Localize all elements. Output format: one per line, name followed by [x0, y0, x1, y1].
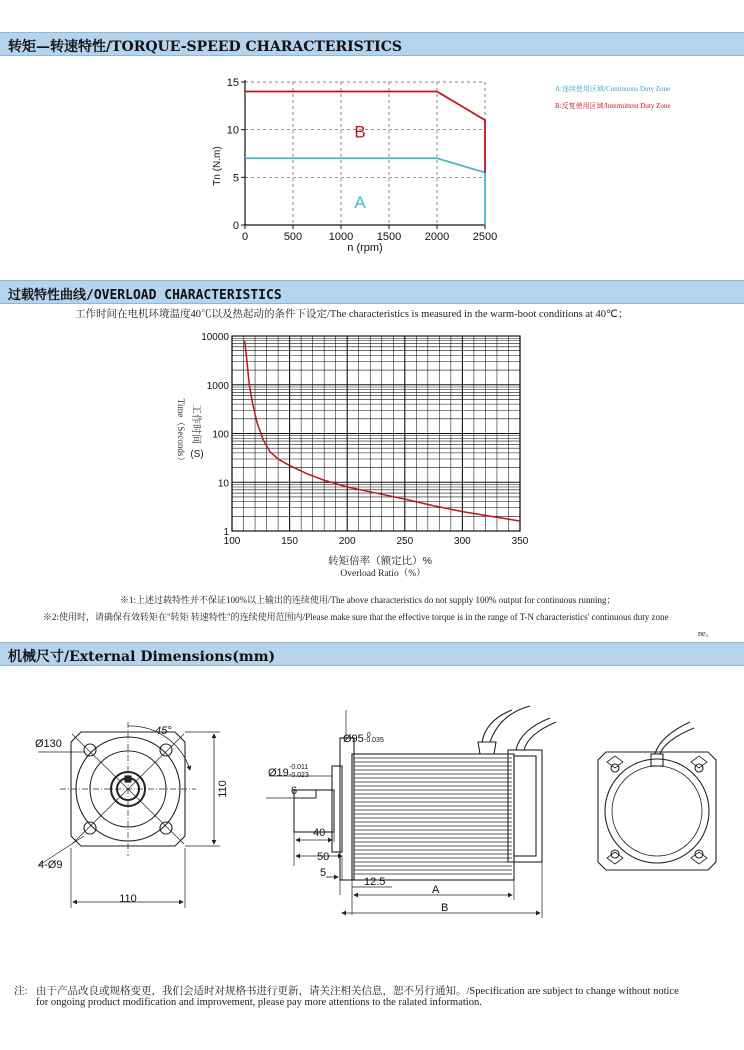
y-tick-label: 15	[226, 77, 239, 89]
pilot-diameter-label: Ø95 $^0$	[343, 732, 371, 745]
x-tick-label: 250	[396, 536, 414, 547]
overload-condition-text: 工作时间在电机环境温度40℃以及热起动的条件下设定/The characteristics is measured in the warm-boot conditions at 40℃；	[75, 309, 629, 320]
shaft-tolerance-lower: -0.023	[289, 772, 309, 779]
x-axis-label-cn: 转矩倍率（额定比）%	[328, 555, 432, 567]
footer-note-label: 注:	[14, 986, 28, 997]
overload-note-2-tail: ne。	[698, 629, 714, 638]
rear-view	[598, 722, 716, 870]
mounting-holes-label: 4-Ø9	[38, 859, 63, 871]
y-tick-label: 1000	[206, 380, 229, 392]
x-tick-label: 500	[283, 231, 303, 243]
width-label: 110	[119, 893, 137, 905]
zone-label-a: A	[354, 192, 366, 212]
overload-note-1: ※1:上述过载特性并不保证100%以上输出的连续使用/The above characteristics do not supply 100% output for continuous running；	[120, 595, 616, 605]
shaft-length-40-label: 40	[313, 827, 326, 839]
continuous-duty-line	[245, 158, 485, 225]
x-tick-label: 2500	[472, 231, 498, 243]
section-header-torque-speed	[0, 32, 744, 56]
section-title: 过载特性曲线/OVERLOAD CHARACTERISTICS	[8, 288, 282, 303]
length-5-label: 5	[320, 867, 327, 879]
chart-grid	[232, 336, 520, 531]
y-tick-label: 0	[232, 220, 239, 232]
y-axis-label-cn: 工作时间	[190, 404, 201, 444]
x-tick-label: 2000	[424, 231, 450, 243]
y-axis-label: Tn (N.m)	[212, 146, 223, 186]
external-dimensions-drawing	[0, 670, 744, 950]
front-view	[38, 722, 220, 908]
y-tick-label: 10000	[201, 332, 229, 343]
length-a-label: A	[432, 884, 440, 896]
shaft-diameter-label: Ø19	[268, 767, 289, 779]
torque-speed-chart	[0, 60, 744, 260]
key-width-label: 6	[291, 785, 298, 797]
pilot-tolerance-lower: -0.035	[364, 737, 384, 744]
y-tick-label: 10	[226, 124, 239, 137]
flange-diameter-label: Ø130	[35, 738, 62, 750]
length-12-5-label: 12.5	[364, 876, 386, 888]
x-tick-label: 300	[454, 536, 471, 547]
footer-note-line-1: 由于产品改良或规格变更，我们会适时对规格书进行更新，请关注相关信息，恕不另行通知。/Specification are subject to change without notice	[36, 986, 679, 997]
y-axis-unit: (S)	[190, 449, 204, 460]
zone-label-b: B	[354, 122, 366, 142]
section-title: 机械尺寸/External Dimensions(mm)	[8, 649, 276, 665]
section-title: 转矩—转速特性/TORQUE-SPEED CHARACTERISTICS	[8, 39, 402, 55]
y-axis-label-en: Time（Seconds）	[176, 398, 186, 466]
angle-label: 45°	[155, 725, 172, 737]
overload-note-2: ※2:使用时，请确保有效转矩在"转矩 转速特性"的连续使用范围内/Please make sure that the effective torque is in the range of T-N characteristics' continuous duty zone	[43, 612, 669, 622]
x-tick-label: 150	[281, 536, 298, 547]
length-50-label: 50	[317, 851, 330, 863]
y-tick-label: 100	[212, 429, 229, 441]
y-tick-label: 1	[223, 527, 229, 538]
section-header-overload	[0, 280, 744, 304]
y-tick-label: 5	[232, 172, 239, 185]
footer-note-line-2: for ongoing product modification and improvement, please pay more attentions to the ralated information.	[36, 997, 482, 1008]
x-axis-label: n (rpm)	[347, 242, 383, 254]
x-tick-label: 1500	[376, 231, 402, 243]
chart-tick-labels	[227, 77, 497, 243]
height-label: 110	[217, 780, 229, 798]
x-tick-label: 350	[511, 536, 529, 547]
x-tick-label: 200	[338, 536, 356, 547]
shaft-tolerance-upper: -0.011	[289, 764, 309, 771]
overload-chart	[0, 324, 744, 584]
length-b-label: B	[441, 902, 449, 914]
x-tick-label: 0	[241, 231, 249, 243]
section-header-dimensions	[0, 642, 744, 666]
x-tick-label: 100	[223, 536, 241, 547]
legend-intermittent: B:反复使用区域/Intermittent Duty Zone	[555, 102, 671, 110]
x-tick-label: 1000	[328, 231, 354, 243]
x-axis-label-en: Overload Ratio（%）	[340, 569, 426, 579]
side-view	[266, 706, 556, 918]
legend-continuous: A:连续使用区域/Continuous Duty Zone	[555, 85, 671, 93]
y-tick-label: 10	[217, 478, 229, 490]
